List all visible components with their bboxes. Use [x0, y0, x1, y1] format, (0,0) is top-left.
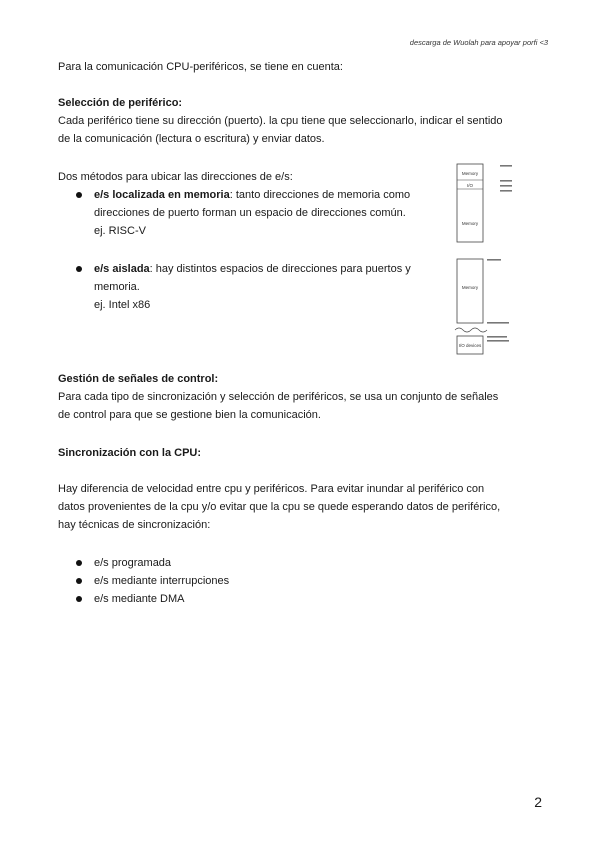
bullet-dot — [76, 560, 82, 566]
method-example: ej. Intel x86 — [94, 299, 151, 311]
method-description: : tanto direcciones de memoria como — [229, 189, 411, 201]
memory-space-box — [457, 259, 483, 323]
method-name: e/s localizada en memoria — [94, 189, 230, 201]
method-description: : hay distintos espacios de direcciones para puertos y — [149, 263, 411, 275]
sincronizacion-line-3: hay técnicas de sincronización: — [58, 519, 211, 531]
gestion-line-1: Para cada tipo de sincronización y selección de periféricos, se usa un conjunto de señales — [58, 391, 499, 403]
method-name: e/s aislada — [94, 263, 150, 275]
sync-technique: e/s programada — [94, 557, 172, 569]
io-devices-label: I/O devices — [458, 343, 482, 348]
seleccion-line-1: Cada periférico tiene su dirección (puerto). la cpu tiene que seleccionarlo, indicar el sentido — [58, 115, 503, 127]
bullet-dot — [76, 596, 82, 602]
method-example: ej. RISC-V — [94, 225, 146, 237]
method-description-cont: direcciones de puerto forman un espacio de direcciones común. — [94, 207, 406, 219]
io-label: I/O — [466, 183, 474, 188]
gestion-line-2: de control para que se gestione bien la comunicación. — [58, 409, 321, 421]
sincronizacion-line-2: datos provenientes de la cpu y/o evitar que la cpu se quede esperando datos de periférico, — [58, 501, 501, 513]
download-note: descarga de Wuolah para apoyar porfi <3 — [409, 38, 548, 47]
memory-label: Memory — [461, 285, 479, 290]
intro-text: Para la comunicación CPU-periféricos, se tiene en cuenta: — [58, 61, 343, 73]
metodos-intro: Dos métodos para ubicar las direcciones de e/s: — [58, 171, 293, 183]
method-description-cont: memoria. — [94, 281, 140, 293]
memory-label: Memory — [461, 171, 479, 176]
sincronizacion-line-1: Hay diferencia de velocidad entre cpu y periféricos. Para evitar inundar al periférico con — [58, 483, 485, 495]
page-number: 2 — [534, 794, 542, 810]
sincronizacion-heading: Sincronización con la CPU: — [58, 447, 202, 459]
seleccion-line-2: de la comunicación (lectura o escritura) y enviar datos. — [58, 133, 325, 145]
sync-technique: e/s mediante DMA — [94, 593, 185, 605]
gestion-heading: Gestión de señales de control: — [58, 373, 219, 385]
sync-technique: e/s mediante interrupciones — [94, 575, 230, 587]
seleccion-heading: Selección de periférico: — [58, 97, 183, 109]
bullet-dot — [76, 578, 82, 584]
memory-label: Memory — [461, 221, 479, 226]
